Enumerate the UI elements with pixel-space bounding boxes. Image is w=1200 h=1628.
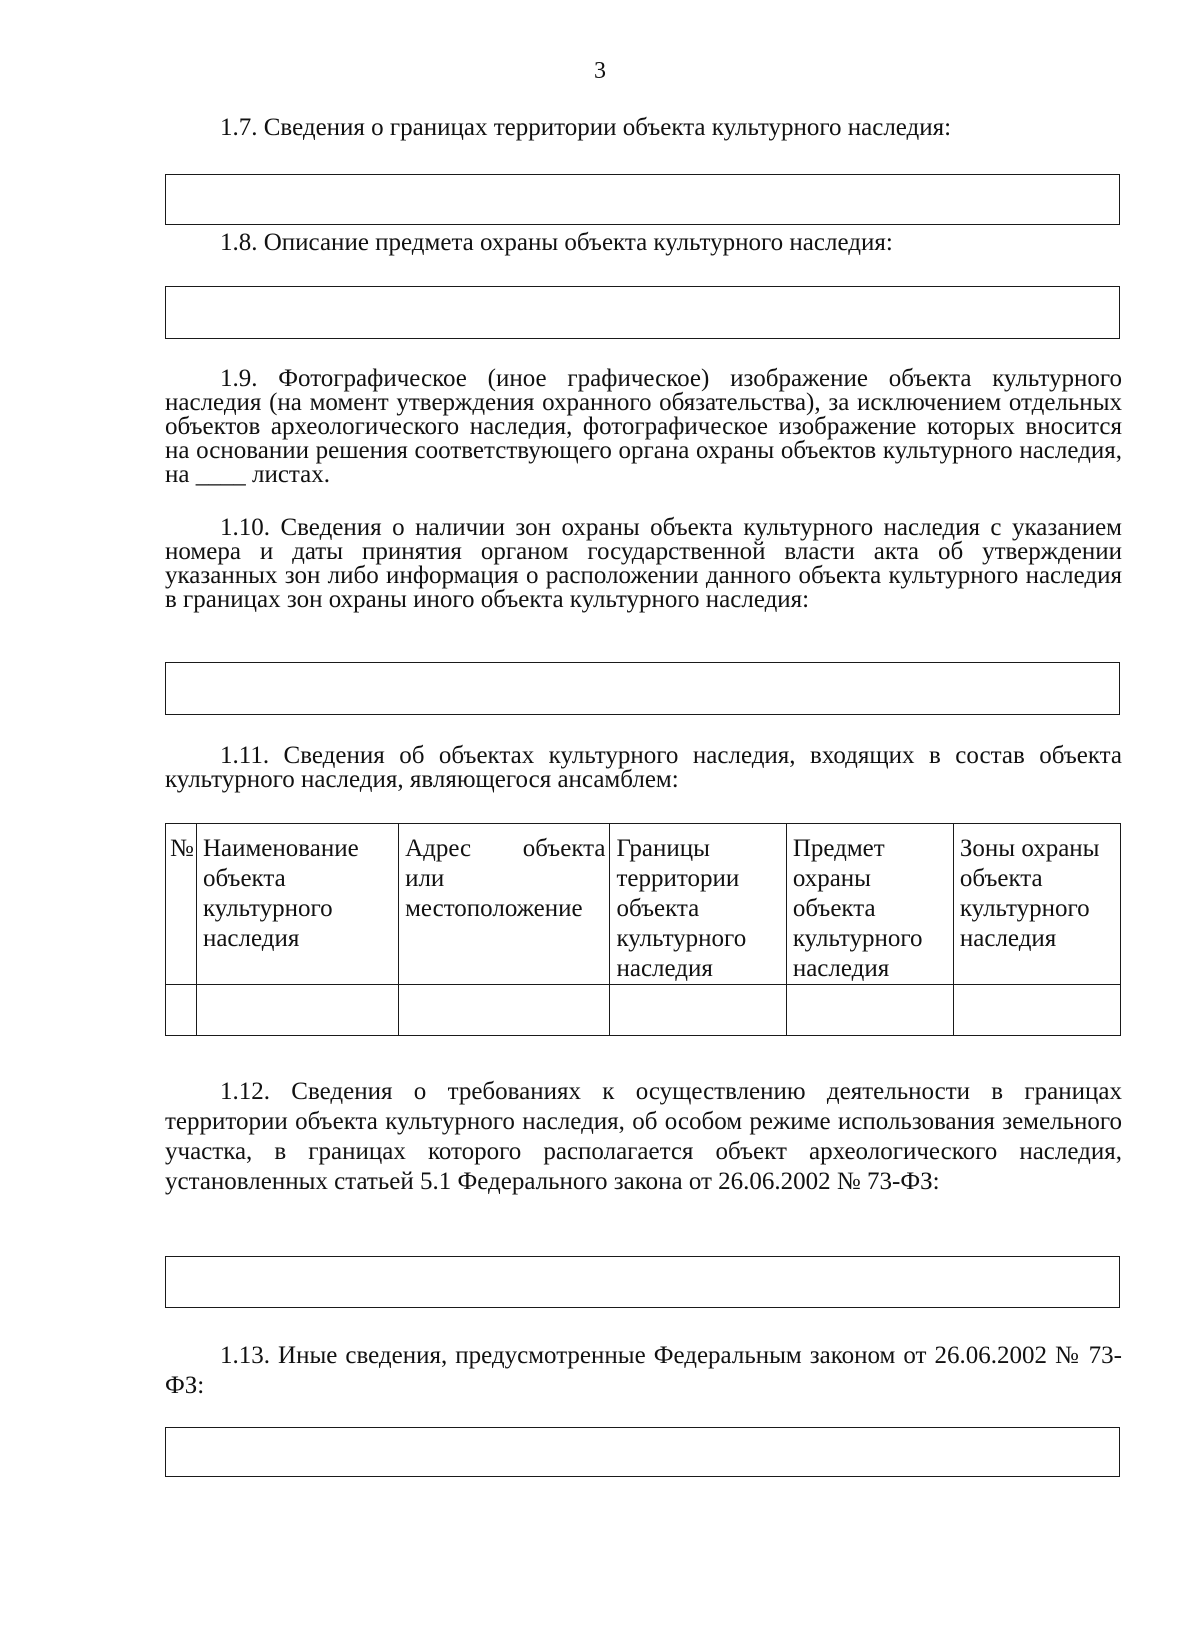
cell-boundaries[interactable]: [610, 985, 786, 1036]
header-boundaries: Границы территории объекта культурного наследия: [610, 824, 786, 985]
cell-protection-subject[interactable]: [786, 985, 953, 1036]
cell-number[interactable]: [166, 985, 197, 1036]
header-name: Наименование объекта культурного наследия: [196, 824, 398, 985]
cell-address[interactable]: [399, 985, 610, 1036]
section-1-10: 1.10. Сведения о наличии зон охраны объекта культурного наследия с указанием номера и даты принятия органом государственной власти акта об утверждении указанных зон либо информация о расположении данного объекта культурного наследия в границах зон охраны иного объекта культурного наследия:: [165, 514, 1122, 613]
ensemble-objects-table: [165, 823, 1121, 1036]
table-row: [166, 985, 1121, 1036]
section-1-11: 1.11. Сведения об объектах культурного наследия, входящих в состав объекта культурного наследия, являющегося ансамблем:: [165, 742, 1122, 793]
section-1-13: 1.13. Иные сведения, предусмотренные Федеральным законом от 26.06.2002 № 73-ФЗ:: [165, 1342, 1122, 1399]
table-header-row: [166, 824, 1121, 985]
header-protection-zones: Зоны охраны объекта культурного наследия: [953, 824, 1120, 985]
section-1-13-field[interactable]: [165, 1427, 1120, 1477]
section-1-9: 1.9. Фотографическое (иное графическое) изображение объекта культурного наследия (на момент утверждения охранного обязательства), за исключением отдельных объектов археологического наследия, фотографическое изображение которых вносится на основании решения соответствующего органа охраны объектов культурного наследия, на ____ листах.: [165, 365, 1122, 488]
page-number: 3: [594, 58, 606, 84]
section-1-12-field[interactable]: [165, 1256, 1120, 1308]
section-1-12: 1.12. Сведения о требованиях к осуществлению деятельности в границах территории объекта культурного наследия, об особом режиме использования земельного участка, в границах которого располагается объект археологического наследия, установленных статьей 5.1 Федерального закона от 26.06.2002 № 73-ФЗ:: [165, 1078, 1122, 1195]
cell-protection-zones[interactable]: [953, 985, 1120, 1036]
section-1-10-field[interactable]: [165, 662, 1120, 715]
header-protection-subject: Предмет охраны объекта культурного наследия: [786, 824, 953, 985]
section-1-7-field[interactable]: [165, 174, 1120, 225]
section-1-7: 1.7. Сведения о границах территории объекта культурного наследия:: [220, 114, 952, 141]
cell-name[interactable]: [196, 985, 398, 1036]
header-address: Адрес объекта или местоположение: [399, 824, 610, 985]
section-1-8: 1.8. Описание предмета охраны объекта культурного наследия:: [220, 229, 893, 256]
section-1-8-field[interactable]: [165, 286, 1120, 339]
header-number: №: [166, 824, 197, 985]
